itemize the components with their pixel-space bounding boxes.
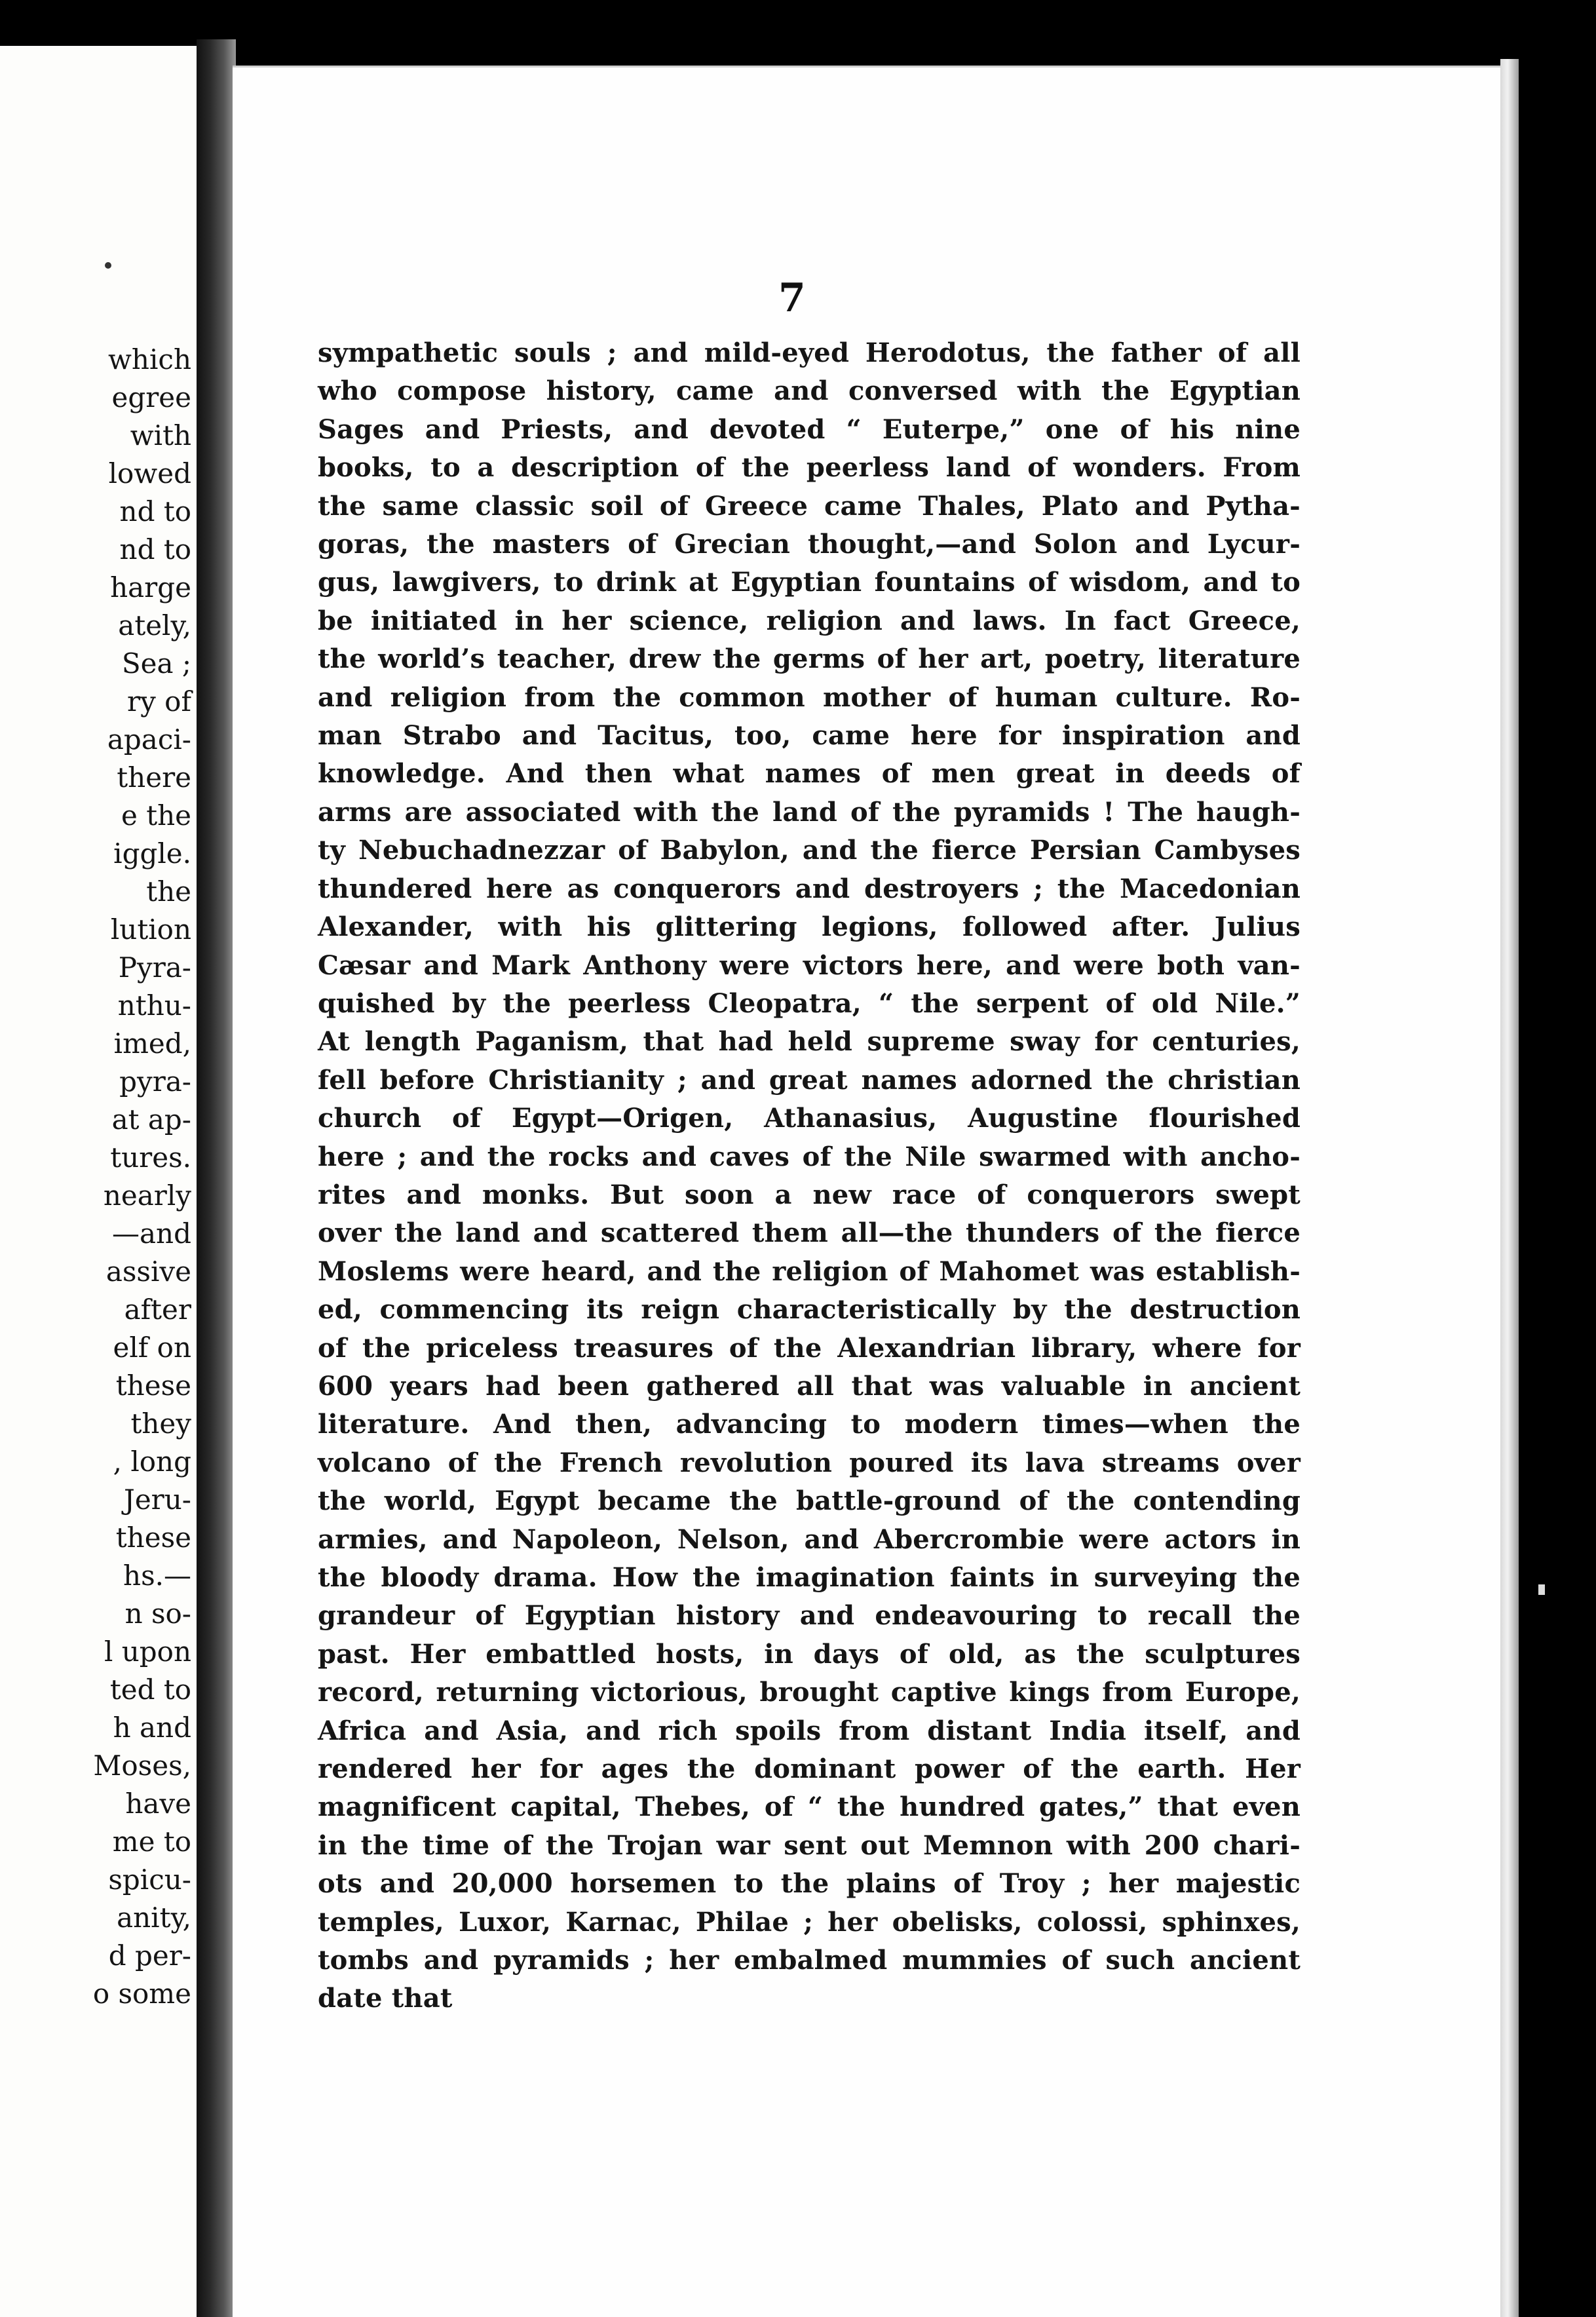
- line-fragment: at ap-: [111, 1103, 191, 1136]
- line-fragment: e the: [121, 799, 191, 832]
- line-fragment: there: [117, 761, 191, 794]
- line-fragment: Jeru-: [123, 1484, 191, 1516]
- page-edge: [1500, 59, 1519, 2317]
- text-line: and religion from the common mother of human culture. Ro-: [318, 681, 1301, 713]
- text-line: the same classic soil of Greece came Thales, Plato and Pytha-: [318, 490, 1301, 522]
- line-fragment: apaci-: [107, 723, 191, 756]
- text-line: Africa and Asia, and rich spoils from distant India itself, and: [318, 1715, 1301, 1746]
- line-fragment: Pyra-: [118, 951, 191, 984]
- text-line: over the land and scattered them all—the thunders of the fierce: [318, 1217, 1301, 1249]
- text-line: books, to a description of the peerless land of wonders. From: [318, 452, 1301, 484]
- text-line: thundered here as conquerors and destroyers ; the Macedonian: [318, 873, 1301, 904]
- line-fragment: elf on: [113, 1331, 191, 1364]
- line-fragment: me to: [112, 1826, 191, 1858]
- line-fragment: lution: [110, 913, 191, 946]
- line-fragment: —and: [112, 1217, 191, 1250]
- line-fragment: hs.—: [123, 1560, 191, 1592]
- text-line: in the time of the Trojan war sent out Memnon with 200 chari-: [318, 1829, 1301, 1861]
- line-fragment: iggle.: [113, 837, 191, 870]
- line-fragment: nd to: [119, 533, 191, 565]
- text-line: church of Egypt—Origen, Athanasius, Augustine flourished: [318, 1103, 1301, 1134]
- text-line: knowledge. And then what names of men great in deeds of: [318, 758, 1301, 790]
- text-line: ed, commencing its reign characteristically by the destruction: [318, 1294, 1301, 1326]
- line-fragment: l upon: [104, 1636, 191, 1668]
- line-fragment: pyra-: [119, 1065, 191, 1098]
- line-fragment: these: [115, 1369, 191, 1402]
- text-line: ty Nebuchadnezzar of Babylon, and the fierce Persian Cambyses: [318, 835, 1301, 866]
- line-fragment: Moses,: [93, 1750, 191, 1782]
- line-fragment: assive: [105, 1255, 191, 1288]
- text-line: record, returning victorious, brought captive kings from Europe,: [318, 1677, 1301, 1708]
- text-line: ots and 20,000 horsemen to the plains of Troy ; her majestic: [318, 1868, 1301, 1900]
- line-fragment: ted to: [109, 1674, 191, 1706]
- text-line: the world’s teacher, drew the germs of her art, poetry, literature: [318, 643, 1301, 675]
- line-fragment: have: [125, 1788, 191, 1820]
- text-line: date that: [318, 1983, 453, 2014]
- text-line: sympathetic souls ; and mild-eyed Herodotus, the father of all: [318, 337, 1301, 368]
- text-line: goras, the masters of Grecian thought,—and Solon and Lycur-: [318, 529, 1301, 560]
- text-line: the bloody drama. How the imagination faints in surveying the: [318, 1562, 1301, 1593]
- line-fragment: d per-: [108, 1940, 191, 1972]
- page-number: 7: [778, 275, 806, 321]
- text-line: temples, Luxor, Karnac, Philae ; her obelisks, colossi, sphinxes,: [318, 1906, 1301, 1938]
- text-line: literature. And then, advancing to modern times—when the: [318, 1409, 1301, 1440]
- line-fragment: ry of: [127, 685, 191, 718]
- line-fragment: n so-: [124, 1598, 191, 1630]
- line-fragment: these: [115, 1522, 191, 1554]
- text-line: here ; and the rocks and caves of the Nile swarmed with ancho-: [318, 1141, 1301, 1172]
- line-fragment: Sea ;: [121, 647, 191, 680]
- line-fragment: the: [146, 875, 191, 908]
- text-line: arms are associated with the land of the pyramids ! The haugh-: [318, 796, 1301, 828]
- line-fragment: harge: [110, 571, 191, 603]
- text-line: the world, Egypt became the battle-ground of the contending: [318, 1485, 1301, 1517]
- body-text: [318, 334, 1301, 2018]
- line-fragment: ately,: [118, 609, 191, 641]
- line-fragment: after: [124, 1293, 191, 1326]
- line-fragment: nthu-: [117, 989, 191, 1022]
- line-fragment: anity,: [117, 1902, 191, 1934]
- text-line: At length Paganism, that had held supreme sway for centuries,: [318, 1026, 1301, 1058]
- line-fragment: o some: [92, 1978, 191, 2010]
- line-fragment: with: [130, 419, 191, 451]
- edge-mark: [1538, 1584, 1545, 1595]
- text-line: rites and monks. But soon a new race of conquerors swept: [318, 1179, 1301, 1210]
- text-line: Sages and Priests, and devoted “ Euterpe,” one of his nine: [318, 413, 1301, 445]
- text-line: man Strabo and Tacitus, too, came here for inspiration and: [318, 720, 1301, 752]
- text-line: magnificent capital, Thebes, of “ the hundred gates,” that even: [318, 1791, 1301, 1823]
- text-line: armies, and Napoleon, Nelson, and Abercrombie were actors in: [318, 1523, 1301, 1555]
- book-gutter-shadow: [197, 39, 236, 2317]
- text-line: Alexander, with his glittering legions, followed after. Julius: [318, 911, 1301, 943]
- previous-page-fragment: [0, 46, 197, 2317]
- text-line: who compose history, came and conversed with the Egyptian: [318, 375, 1301, 407]
- text-line: be initiated in her science, religion and laws. In fact Greece,: [318, 605, 1301, 636]
- text-line: of the priceless treasures of the Alexandrian library, where for: [318, 1332, 1301, 1364]
- line-fragment: they: [130, 1407, 191, 1440]
- line-fragment: , long: [113, 1446, 191, 1478]
- text-line: gus, lawgivers, to drink at Egyptian fountains of wisdom, and to: [318, 567, 1301, 598]
- text-line: grandeur of Egyptian history and endeavouring to recall the: [318, 1600, 1301, 1632]
- line-fragment: imed,: [113, 1027, 191, 1060]
- line-fragment: egree: [111, 381, 191, 413]
- line-fragment: nd to: [119, 495, 191, 527]
- text-line: tombs and pyramids ; her embalmed mummies of such ancient: [318, 1945, 1301, 1976]
- ink-speck: [105, 262, 111, 269]
- line-fragment: tures.: [110, 1141, 191, 1174]
- text-line: quished by the peerless Cleopatra, “ the serpent of old Nile.”: [318, 987, 1301, 1019]
- line-fragment: lowed: [108, 457, 191, 489]
- text-line: Cæsar and Mark Anthony were victors here, and were both van-: [318, 949, 1301, 981]
- text-line: Moslems were heard, and the religion of Mahomet was establish-: [318, 1255, 1301, 1287]
- text-line: rendered her for ages the dominant power of the earth. Her: [318, 1753, 1301, 1785]
- text-line: 600 years had been gathered all that was valuable in ancient: [318, 1370, 1301, 1402]
- text-line: volcano of the French revolution poured its lava streams over: [318, 1447, 1301, 1478]
- line-fragment: spicu-: [108, 1864, 191, 1896]
- line-fragment: h and: [113, 1712, 191, 1744]
- line-fragment: nearly: [103, 1179, 191, 1212]
- text-line: past. Her embattled hosts, in days of old, as the sculptures: [318, 1638, 1301, 1670]
- previous-page-line-endings: [93, 341, 191, 2013]
- line-fragment: which: [107, 343, 191, 375]
- text-line: fell before Christianity ; and great names adorned the christian: [318, 1064, 1301, 1096]
